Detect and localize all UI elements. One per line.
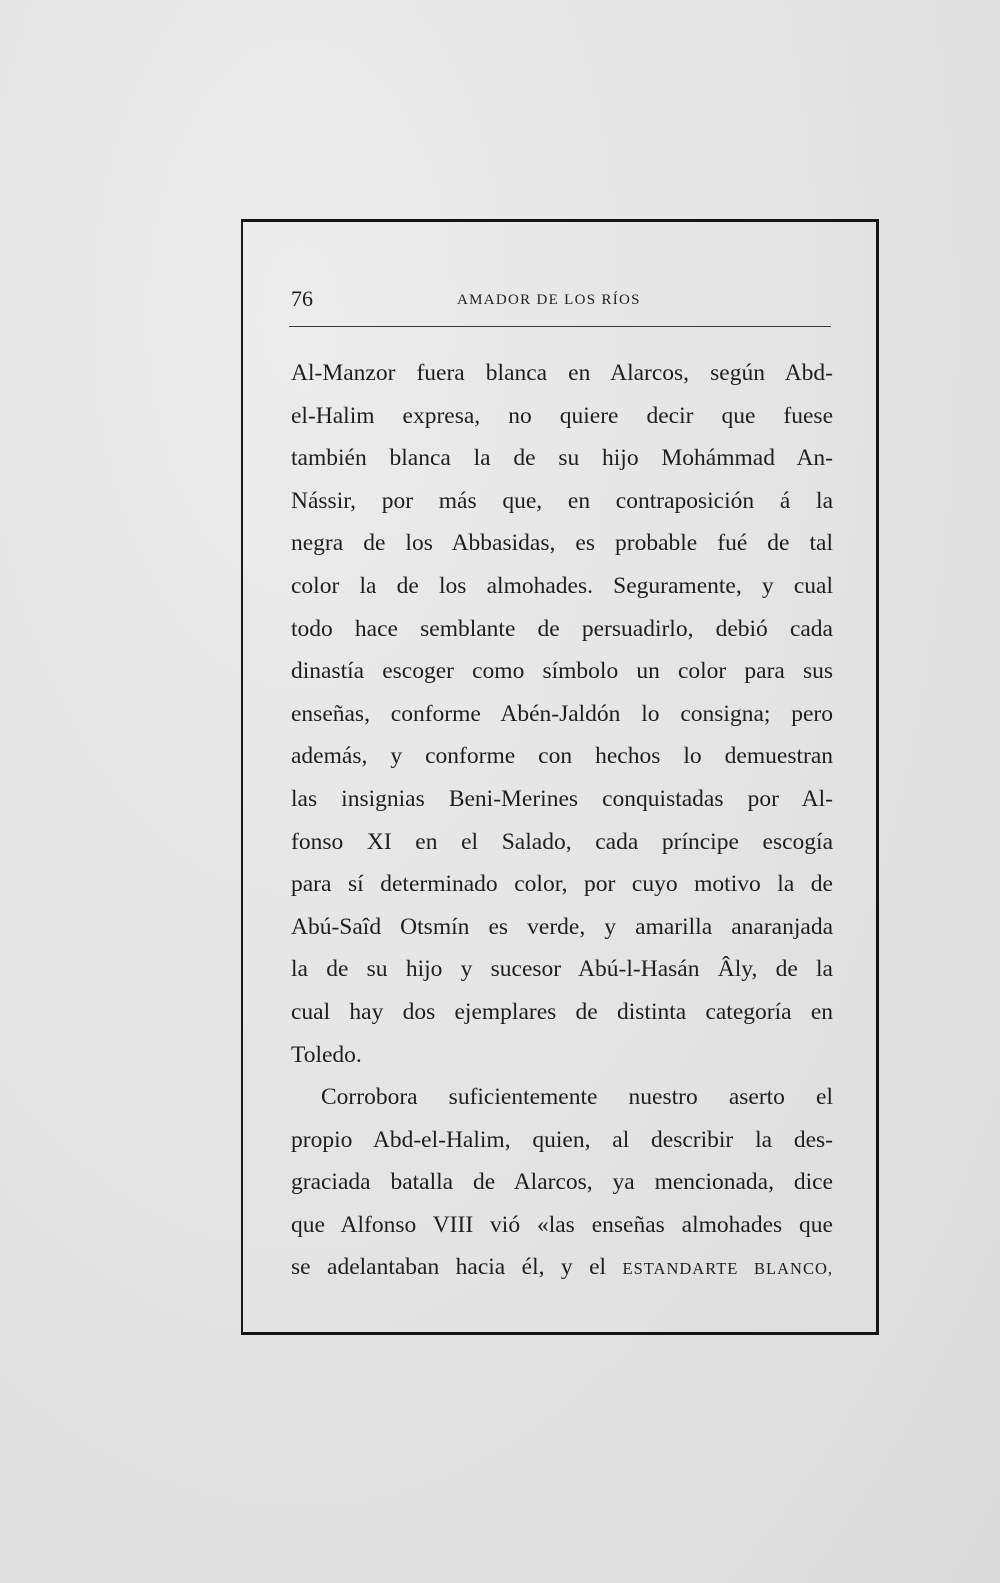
page-header [289,286,829,312]
text-line: todo hace semblante de persuadirlo, debió cada [291,615,833,642]
text-line: el-Halim expresa, no quiere decir que fuese [291,402,833,429]
text-line: enseñas, conforme Abén-Jaldón lo consigna; pero [291,700,833,727]
text-line: también blanca la de su hijo Mohámmad An- [291,445,833,472]
text-line: para sí determinado color, por cuyo motivo la de [291,871,833,898]
page-number: 76 [291,286,313,311]
text-line: la de su hijo y sucesor Abú-l-Hasán Âly, de la [291,956,833,983]
text-line-final [291,1246,833,1289]
text-line: además, y conforme con hechos lo demuestran [291,743,833,770]
smallcaps-phrase: ESTANDARTE BLANCO, [622,1259,834,1279]
running-head: AMADOR DE LOS RÍOS [457,292,641,308]
text-line: dinastía escoger como símbolo un color para sus [291,658,833,685]
text-line: las insignias Beni-Merines conquistadas por Al- [291,785,833,812]
header-rule [289,326,831,327]
text-line: Abú-Saîd Otsmín es verde, y amarilla anaranjada [291,913,833,940]
text-line: graciada batalla de Alarcos, ya mencionada, dice [291,1169,833,1196]
paragraph-end-line: Toledo. [291,1041,362,1068]
text-line: Nássir, por más que, en contraposición á la [291,487,833,514]
body-text [291,352,833,1289]
text-line: color la de los almohades. Seguramente, y cual [291,572,833,599]
final-line-text: se adelantaban hacia él, y el [291,1254,607,1281]
text-line: negra de los Abbasidas, es probable fué de tal [291,530,833,557]
text-line: fonso XI en el Salado, cada príncipe escogía [291,828,833,855]
text-line: Al-Manzor fuera blanca en Alarcos, según Abd- [291,360,833,386]
text-line: propio Abd-el-Halim, quien, al describir la des- [291,1126,833,1153]
text-line: que Alfonso VIII vió «las enseñas almohades que [291,1211,833,1238]
text-line: cual hay dos ejemplares de distinta categoría en [291,998,833,1025]
paragraph-first-line: Corrobora suficientemente nuestro aserto el [321,1084,833,1111]
